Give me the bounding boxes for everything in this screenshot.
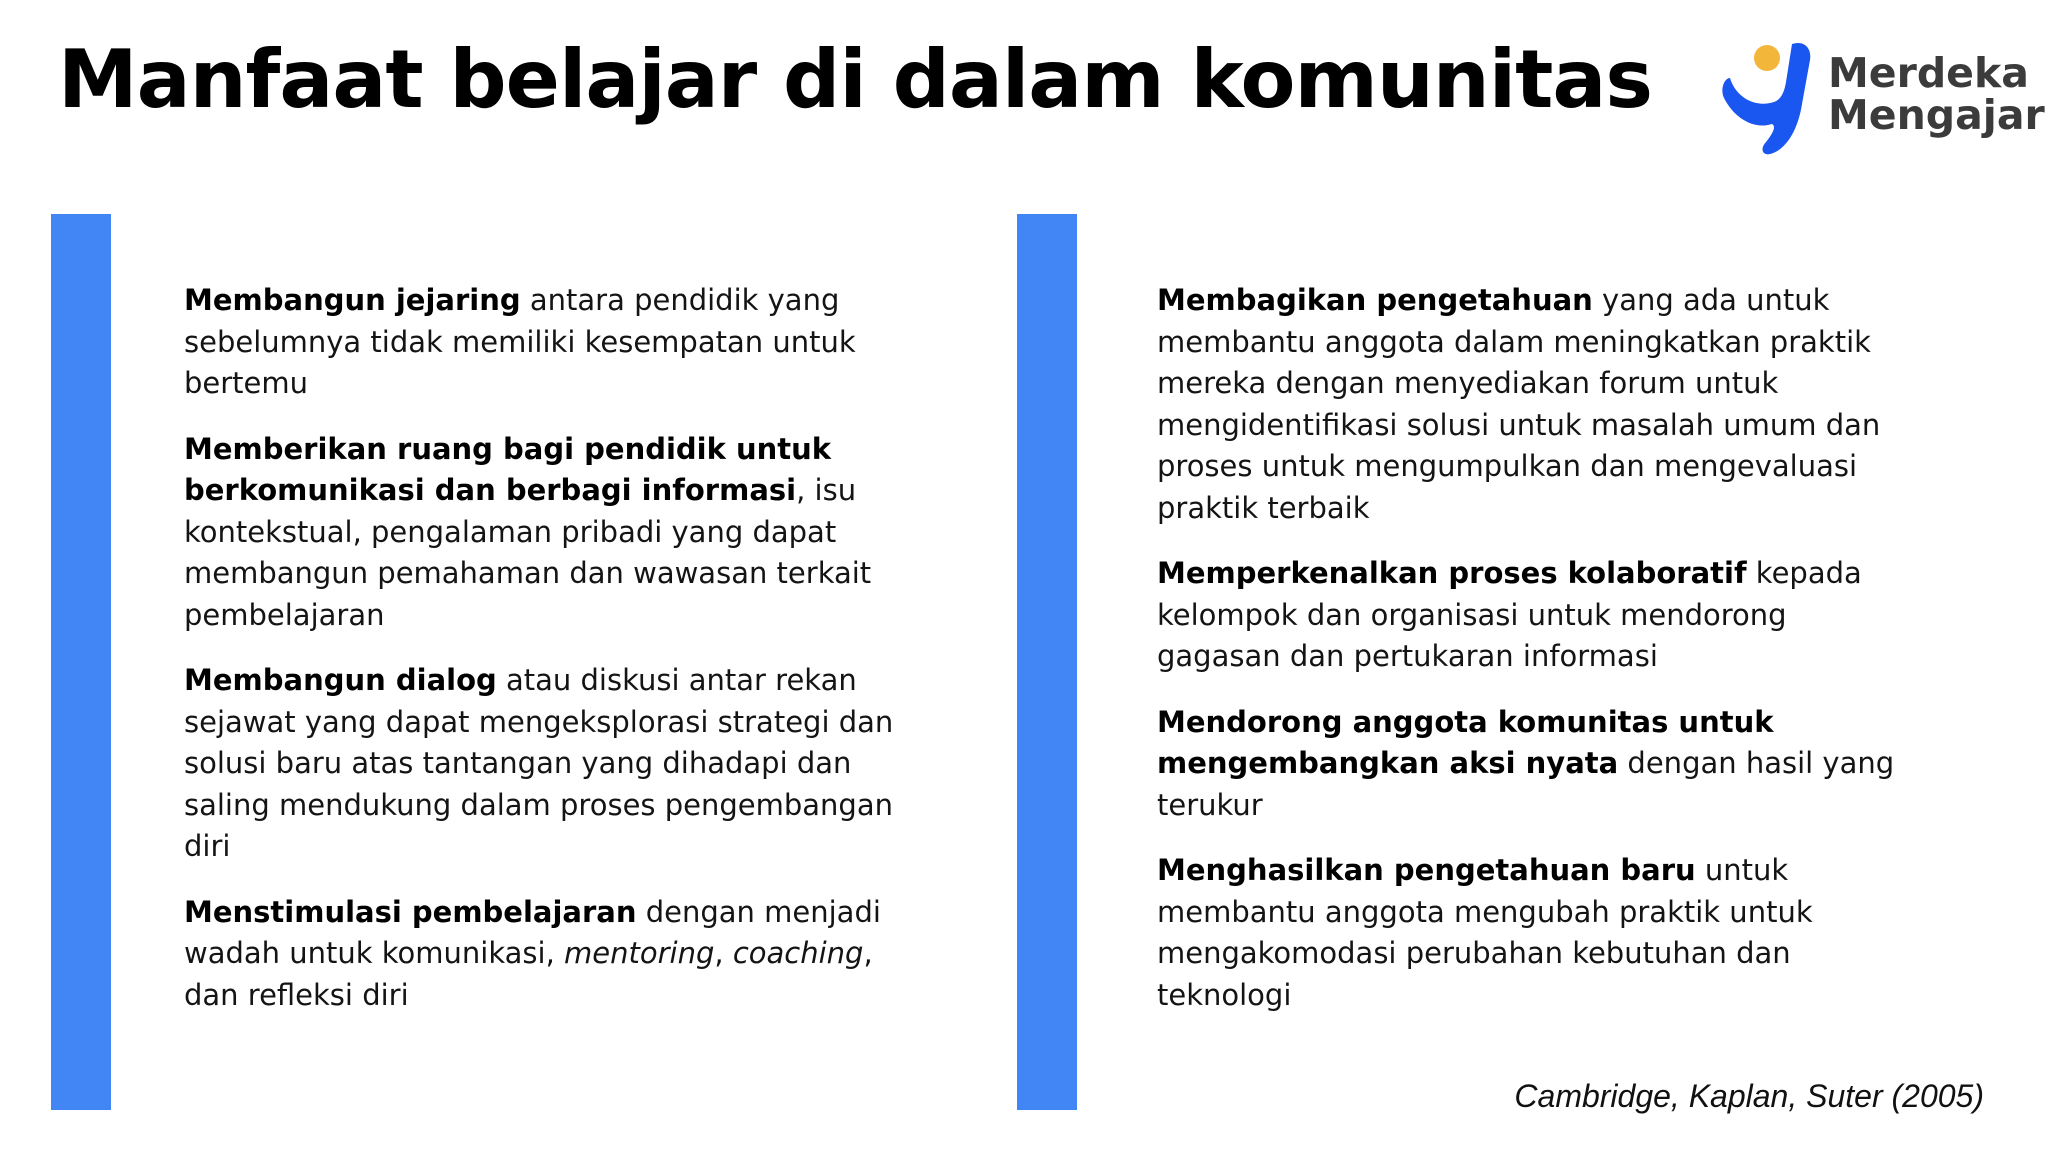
benefit-heading: Membagikan pengetahuan	[1157, 283, 1593, 317]
benefit-italic-term: mentoring	[564, 936, 715, 970]
benefit-heading: Memperkenalkan proses kolaboratif	[1157, 556, 1747, 590]
benefit-text: , isu kontekstual, pengalaman pribadi yang dapat membangun pemahaman dan wawasan terkait pembelajaran	[184, 473, 872, 632]
benefit-text: kepada kelompok dan organisasi untuk mendorong gagasan dan pertukaran informasi	[1157, 556, 1862, 673]
logo-line-mengajar: Mengajar	[1828, 91, 2045, 139]
benefit-item	[1157, 553, 1917, 678]
logo-wordmark	[1828, 49, 2045, 139]
benefit-text: untuk membantu anggota mengubah praktik untuk mengakomodasi perubahan kebutuhan dan teknologi	[1157, 853, 1813, 1012]
benefit-item	[184, 280, 924, 405]
benefit-item	[184, 429, 924, 637]
benefit-heading: Menstimulasi pembelajaran	[184, 894, 637, 929]
benefit-item	[184, 660, 924, 868]
benefit-item	[1157, 702, 1917, 827]
right-accent-bar	[1017, 214, 1077, 1110]
benefit-heading: Membangun dialog	[184, 663, 497, 697]
benefit-heading: Menghasilkan pengetahuan baru	[1157, 853, 1696, 887]
citation: Cambridge, Kaplan, Suter (2005)	[1514, 1078, 1984, 1114]
left-benefits-column	[184, 280, 924, 1040]
benefit-item	[184, 892, 924, 1017]
right-benefits-column	[1157, 280, 1917, 1040]
benefit-item	[1157, 280, 1917, 529]
left-accent-bar	[51, 214, 111, 1110]
benefit-heading: Memberikan ruang bagi pendidik untuk berkomunikasi dan berbagi informasi	[184, 431, 832, 507]
benefit-item	[1157, 850, 1917, 1016]
logo-line-merdeka: Merdeka	[1828, 49, 2029, 97]
benefit-text: dengan menjadi wadah untuk komunikasi,	[184, 894, 881, 970]
merdeka-mengajar-logo	[1720, 38, 2045, 158]
benefit-text: antara pendidik yang sebelumnya tidak memiliki kesempatan untuk bertemu	[184, 283, 856, 400]
benefit-heading: Membangun jejaring	[184, 283, 521, 317]
benefit-text: dengan hasil yang terukur	[1157, 746, 1895, 822]
benefit-heading: Mendorong anggota komunitas untuk mengembangkan aksi nyata	[1157, 704, 1774, 780]
slide-title: Manfaat belajar di dalam komunitas	[58, 33, 1653, 126]
benefit-text: yang ada untuk membantu anggota dalam meningkatkan praktik mereka dengan menyediakan forum untuk mengidentifikasi solusi untuk masalah umum dan proses untuk mengumpulkan dan mengevaluasi praktik terbaik	[1157, 283, 1881, 525]
benefit-italic-term: coaching	[732, 936, 864, 970]
benefit-text: ,	[714, 936, 733, 970]
benefit-text: , dan refleksi diri	[184, 936, 873, 1012]
benefit-text: atau diskusi antar rekan sejawat yang dapat mengeksplorasi strategi dan solusi baru atas tantangan yang dihadapi dan saling mendukung dalam proses pengembangan diri	[184, 663, 894, 863]
merdeka-mengajar-logo-icon	[1720, 38, 1824, 158]
